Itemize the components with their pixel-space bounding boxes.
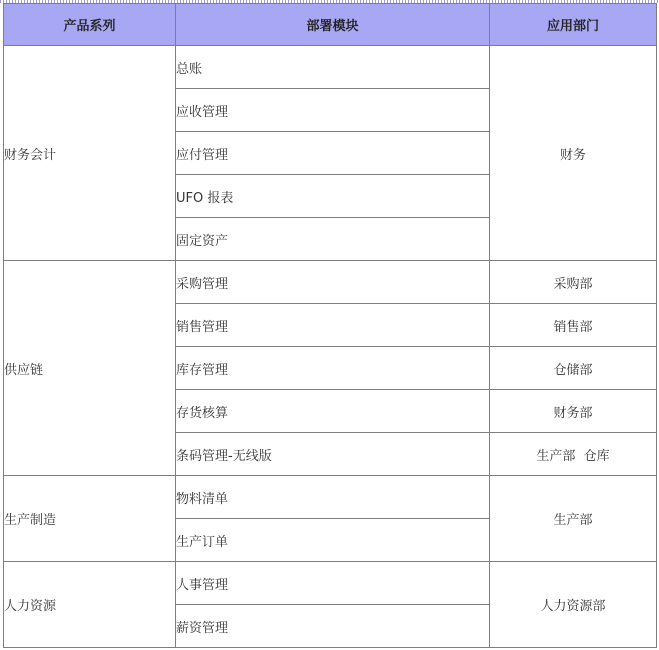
department-cell: 销售部 [490,304,657,347]
department-cell: 生产部 [490,476,657,562]
series-cell: 生产制造 [4,476,176,562]
header-row [4,4,657,46]
module-cell: 条码管理-无线版 [176,433,490,476]
series-cell: 财务会计 [4,46,176,261]
department-cell: 采购部 [490,261,657,304]
module-cell: 人事管理 [176,562,490,605]
table-row [4,476,657,519]
header-series: 产品系列 [4,4,176,46]
module-cell: 库存管理 [176,347,490,390]
department-cell: 仓储部 [490,347,657,390]
module-cell: 薪资管理 [176,605,490,648]
department-cell: 人力资源部 [490,562,657,648]
module-cell: UFO 报表 [176,175,490,218]
table-row [4,261,657,304]
module-cell: 应收管理 [176,89,490,132]
header-department: 应用部门 [490,4,657,46]
department-cell: 财务部 [490,390,657,433]
module-cell: 应付管理 [176,132,490,175]
module-cell: 物料清单 [176,476,490,519]
deployment-table [3,3,657,648]
series-cell: 人力资源 [4,562,176,648]
module-cell: 生产订单 [176,519,490,562]
series-cell: 供应链 [4,261,176,476]
department-cell: 生产部 仓库 [490,433,657,476]
department-cell: 财务 [490,46,657,261]
module-cell: 存货核算 [176,390,490,433]
header-module: 部署模块 [176,4,490,46]
module-cell: 采购管理 [176,261,490,304]
module-cell: 总账 [176,46,490,89]
module-cell: 固定资产 [176,218,490,261]
module-cell: 销售管理 [176,304,490,347]
table-row [4,46,657,89]
table-row [4,562,657,605]
